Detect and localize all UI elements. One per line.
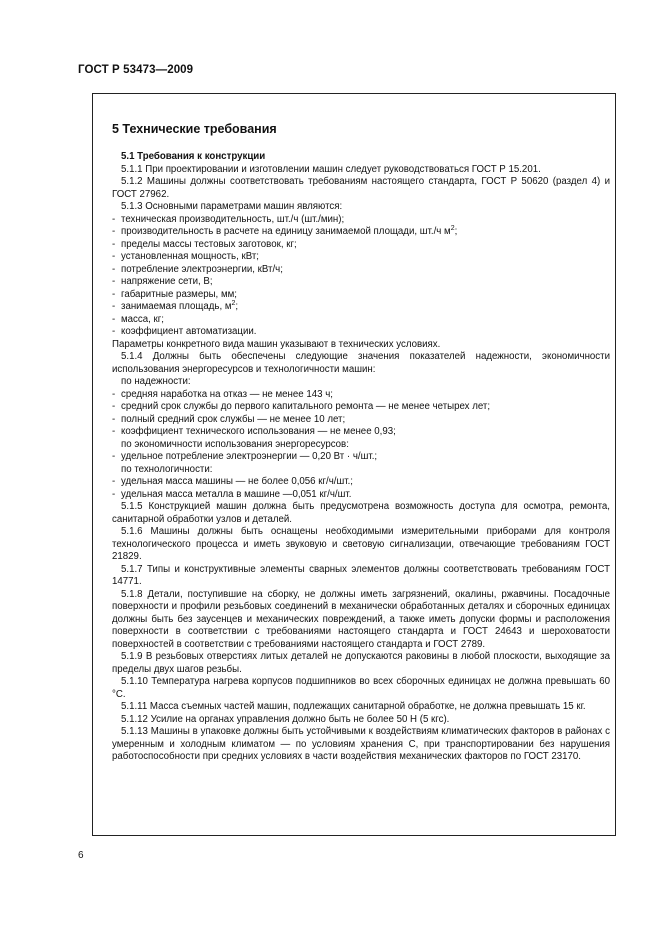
technology-list <box>112 476 610 501</box>
clause-5-1-4: 5.1.4 Должны быть обеспечены следующие значения показателей надежности, экономичности использования энергоресурсов и технологичности машин: <box>112 351 610 375</box>
clause-5-1-5: 5.1.5 Конструкцией машин должна быть предусмотрена возможность доступа для осмотра, ремонта, санитарной обработки узлов и деталей. <box>112 501 610 525</box>
clause-5-1-8: 5.1.8 Детали, поступившие на сборку, не должны иметь загрязнений, окалины, ржавчины. Посадочные поверхности и профили резьбовых соединений в механически обработанных деталях и сборочных единицах должны быть без заусенцев и механических повреждений, а также иметь допуски формы и расположения поверхности в соответствии с требованиями настоящего стандарта и ГОСТ 24643 и шероховатости поверхностей в соответствии с требованиями настоящего стандарта и ГОСТ 2789. <box>112 588 610 650</box>
list-item: - средняя наработка на отказ — не менее 143 ч; <box>112 389 610 402</box>
clause-5-1-12: 5.1.12 Усилие на органах управления должно быть не более 50 Н (5 кгс). <box>121 713 450 725</box>
list-item: - напряжение сети, В; <box>112 276 610 289</box>
document-header: ГОСТ Р 53473—2009 <box>78 64 194 76</box>
reliability-label: по надежности: <box>121 376 191 387</box>
clause-5-1-1: 5.1.1 При проектировании и изготовлении машин следует руководствоваться ГОСТ Р 15.201. <box>121 163 541 175</box>
clause-5-1-9: 5.1.9 В резьбовых отверстиях литых деталей не допускаются раковины в любой плоскости, выходящие за пределы двух шагов резьбы. <box>112 651 610 675</box>
clause-5-1-13: 5.1.13 Машины в упаковке должны быть устойчивыми к воздействиям климатических факторов в районах с умеренным и холодным климатом — по условиям хранения С, при транспортировании без нарушения работоспособности при средних условиях в части воздействия механических факторов по ГОСТ 23170. <box>112 726 610 762</box>
clause-5-1-7: 5.1.7 Типы и конструктивные элементы сварных элементов должны соответствовать требованиям ГОСТ 14771. <box>112 563 610 587</box>
list-item: - установленная мощность, кВт; <box>112 251 610 264</box>
list-item: - удельная масса машины — не более 0,056 кг/ч/шт.; <box>112 476 610 489</box>
technology-label: по технологичности: <box>121 463 213 475</box>
list-item: - занимаемая площадь, $м^2$; <box>112 301 610 314</box>
clause-5-1-6: 5.1.6 Машины должны быть оснащены необходимыми измерительными приборами для контроля технологического процесса и иметь звуковую и световую сигнализации, отвечающие требованиям ГОСТ 21829. <box>112 526 610 562</box>
params-note: Параметры конкретного вида машин указывают в технических условиях. <box>112 338 441 350</box>
list-item: - удельная масса металла в машине —0,051 кг/ч/шт. <box>112 489 610 502</box>
list-item: - коэффициент технического использования — не менее 0,93; <box>112 426 610 439</box>
params-list <box>112 214 610 339</box>
list-item: - техническая производительность, шт./ч (шт./мин); <box>112 214 610 227</box>
superscript: 2 <box>231 299 236 307</box>
list-item: - удельное потребление электроэнергии — 0,20 Вт · ч/шт.; <box>112 451 610 464</box>
list-item: - производительность в расчете на единицу занимаемой площади, шт./ч $м^2$; <box>112 226 610 239</box>
subsection-title: 5.1 Требования к конструкции <box>121 151 266 162</box>
economy-label: по экономичности использования энергоресурсов: <box>121 438 349 450</box>
list-item: - габаритные размеры, мм; <box>112 289 610 302</box>
list-item: - полный средний срок службы — не менее 10 лет; <box>112 414 610 427</box>
reliability-list <box>112 389 610 439</box>
list-item: - коэффициент автоматизации. <box>112 326 610 339</box>
clause-5-1-11: 5.1.11 Масса съемных частей машин, подлежащих санитарной обработке, не должна превышать 15 кг. <box>121 701 586 712</box>
list-item: - средний срок службы до первого капитального ремонта — не менее четырех лет; <box>112 401 610 414</box>
clause-5-1-10: 5.1.10 Температура нагрева корпусов подшипников во всех сборочных единицах не должна превышать 60 °С. <box>112 676 610 700</box>
list-item: - потребление электроэнергии, кВт/ч; <box>112 264 610 277</box>
page-number: 6 <box>78 850 84 861</box>
economy-list <box>112 451 610 464</box>
section-title: 5 Технические требования <box>112 122 277 136</box>
clause-5-1-2: 5.1.2 Машины должны соответствовать требованиям настоящего стандарта, ГОСТ Р 50620 (раздел 4) и ГОСТ 27962. <box>112 176 610 200</box>
page-content <box>112 121 610 764</box>
superscript: 2 <box>450 224 455 232</box>
list-item: - пределы массы тестовых заготовок, кг; <box>112 239 610 252</box>
list-item: - масса, кг; <box>112 314 610 327</box>
clause-5-1-3: 5.1.3 Основными параметрами машин являются: <box>121 201 343 212</box>
